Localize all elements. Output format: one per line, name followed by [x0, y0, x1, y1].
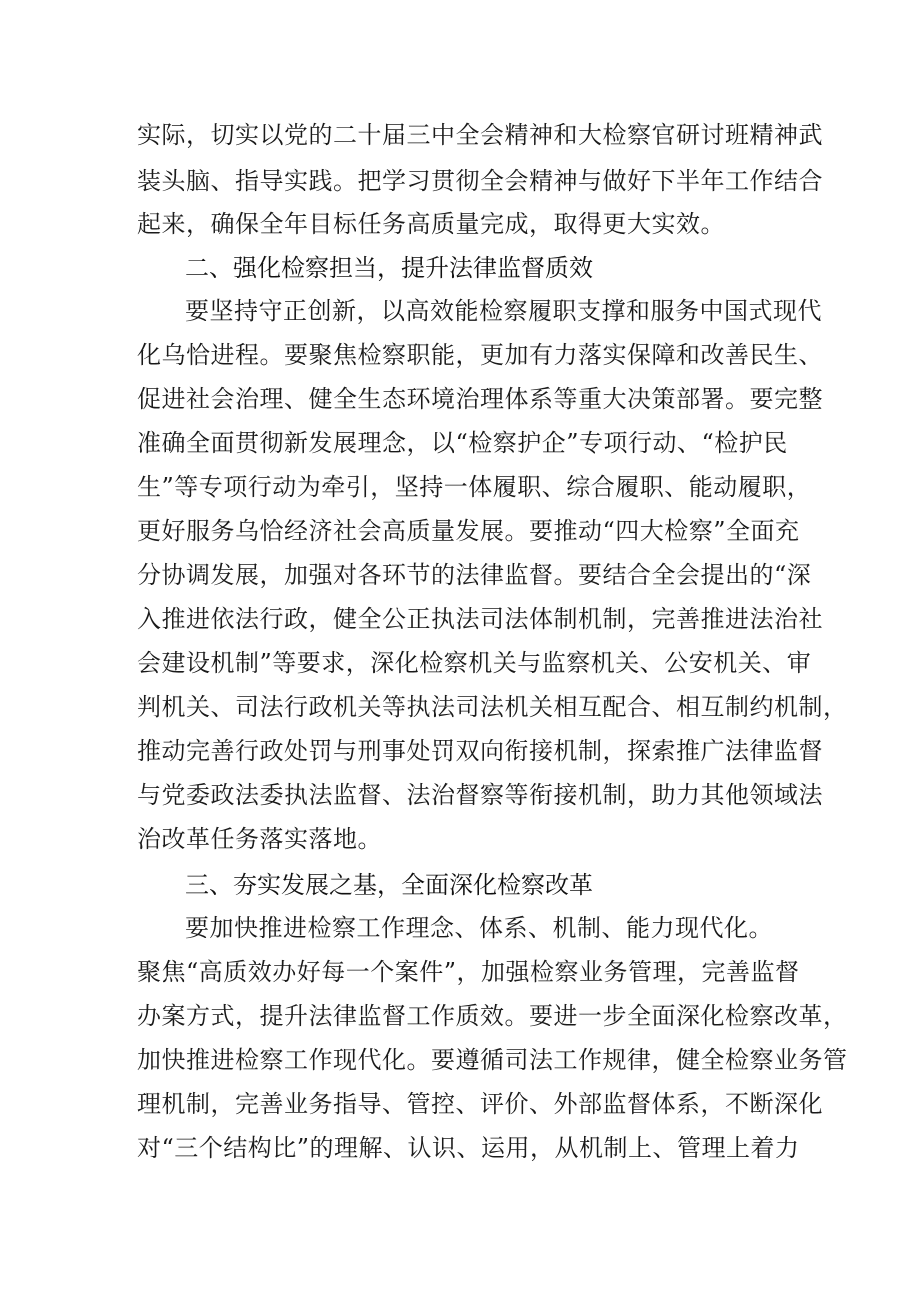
body-text-line: 要加快推进检察工作理念、体系、机制、能力现代化。 [185, 914, 773, 942]
body-text-line: 推动完善行政处罚与刑事处罚双向衔接机制，探索推广法律监督 [137, 737, 823, 765]
body-text-line: 促进社会治理、健全生态环境治理体系等重大决策部署。要完整 [137, 385, 823, 413]
body-text-line: 与党委政法委执法监督、法治督察等衔接机制，助力其他领域法 [137, 781, 823, 809]
body-text-line: 装头脑、指导实践。把学习贯彻全会精神与做好下半年工作结合 [137, 167, 823, 195]
section-heading-2: 二、强化检察担当，提升法律监督质效 [185, 254, 593, 282]
body-text-line: 办案方式，提升法律监督工作质效。要进一步全面深化检察改革， [137, 1002, 848, 1030]
body-text-line: 实际，切实以党的二十届三中全会精神和大检察官研讨班精神武 [137, 121, 823, 149]
body-text-line: 加快推进检察工作现代化。要遵循司法工作规律，健全检察业务管 [137, 1046, 848, 1074]
body-text-line: 会建设机制”等要求，深化检察机关与监察机关、公安机关、审 [137, 649, 812, 677]
body-text-line: 入推进依法行政，健全公正执法司法体制机制，完善推进法治社 [137, 605, 823, 633]
body-text-line: 分协调发展，加强对各环节的法律监督。要结合全会提出的“深 [137, 561, 812, 589]
body-text-line: 理机制，完善业务指导、管控、评价、外部监督体系，不断深化 [137, 1090, 823, 1118]
body-text-line: 更好服务乌恰经济社会高质量发展。要推动“四大检察”全面充 [137, 517, 800, 545]
body-text-line: 聚焦“高质效办好每一个案件”，加强检察业务管理，完善监督 [137, 958, 800, 986]
body-text-line: 判机关、司法行政机关等执法司法机关相互配合、相互制约机制， [137, 693, 848, 721]
body-text-line: 生”等专项行动为牵引，坚持一体履职、综合履职、能动履职， [137, 473, 812, 501]
section-heading-3: 三、夯实发展之基，全面深化检察改革 [185, 871, 593, 899]
body-text-line: 治改革任务落实落地。 [137, 825, 382, 853]
body-text-line: 起来，确保全年目标任务高质量完成，取得更大实效。 [137, 210, 725, 238]
body-text-line: 对“三个结构比”的理解、认识、运用，从机制上、管理上着力 [137, 1134, 800, 1162]
body-text-line: 准确全面贯彻新发展理念，以“检察护企”专项行动、“检护民 [137, 429, 788, 457]
body-text-line: 要坚持守正创新，以高效能检察履职支撑和服务中国式现代 [185, 297, 822, 325]
body-text-line: 化乌恰进程。要聚焦检察职能，更加有力落实保障和改善民生、 [137, 341, 823, 369]
